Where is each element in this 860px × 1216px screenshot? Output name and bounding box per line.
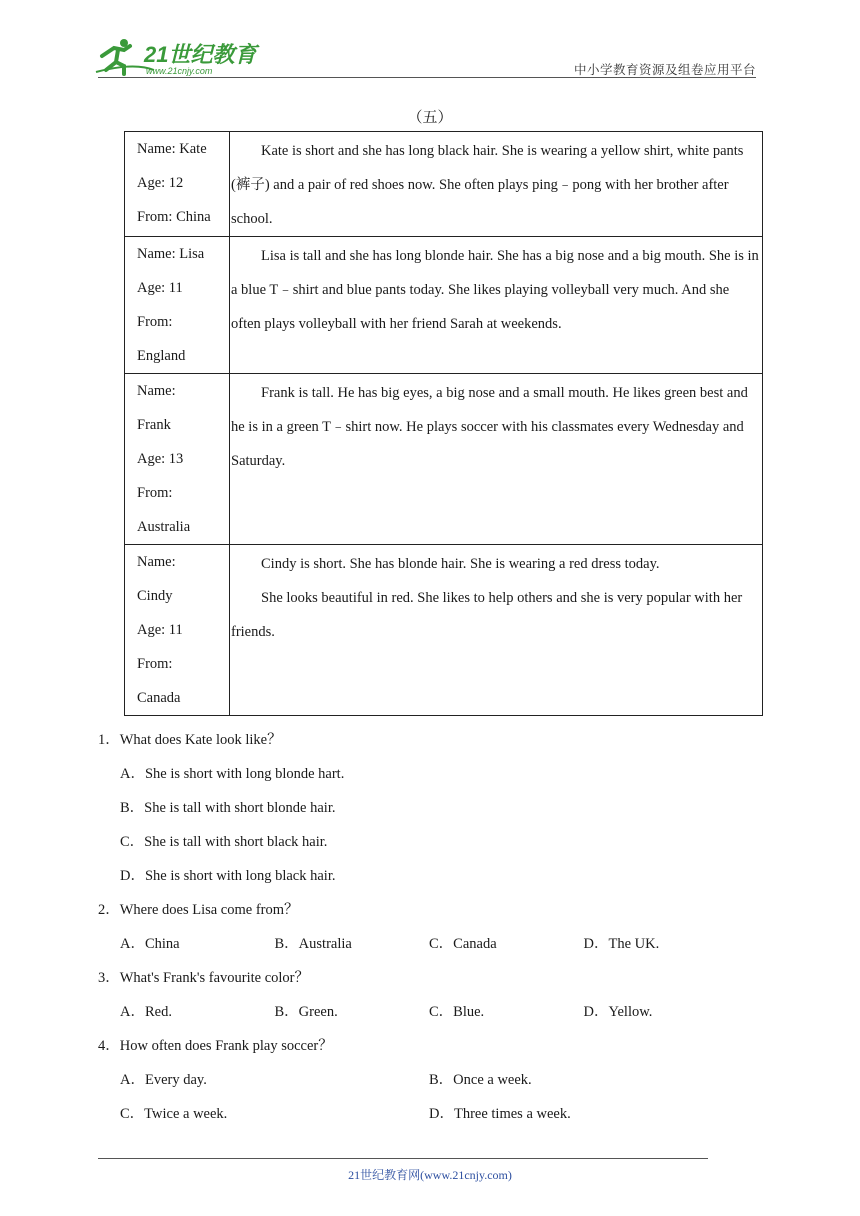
profile-description bbox=[230, 132, 763, 237]
name-value: Frank bbox=[137, 417, 171, 433]
profiles-table bbox=[124, 131, 763, 716]
site-logo bbox=[94, 34, 264, 78]
option-c[interactable]: C．She is tall with short black hair. bbox=[120, 834, 328, 850]
profile-info bbox=[125, 374, 230, 545]
option-row bbox=[98, 933, 738, 967]
option-c[interactable]: C．Blue. bbox=[429, 1004, 485, 1020]
description-text: She looks beautiful in red. She likes to help others and she is very popular with her friends. bbox=[231, 590, 743, 640]
option-b[interactable]: B．Australia bbox=[274, 936, 352, 952]
logo-text: 21世纪教育 bbox=[144, 42, 257, 67]
profile-description bbox=[230, 545, 763, 716]
profile-row-kate bbox=[125, 132, 763, 237]
profile-description bbox=[230, 374, 763, 545]
name-label: Name: bbox=[137, 383, 176, 399]
country-label: England bbox=[137, 348, 186, 364]
option-d[interactable]: D．The UK. bbox=[583, 936, 660, 952]
profile-description bbox=[230, 237, 763, 374]
option-a[interactable]: A．She is short with long blonde hart. bbox=[120, 766, 345, 782]
option-b[interactable]: B．Once a week. bbox=[429, 1072, 532, 1088]
option-a[interactable]: A．China bbox=[120, 936, 180, 952]
name-label: Name: Kate bbox=[137, 141, 207, 157]
description-text: Cindy is short. She has blonde hair. She is wearing a red dress today. bbox=[261, 556, 660, 572]
option-a[interactable]: A．Every day. bbox=[120, 1072, 207, 1088]
question-stem: 4．How often does Frank play soccer？ bbox=[98, 1038, 333, 1054]
question-stem: 1．What does Kate look like？ bbox=[98, 732, 282, 748]
profile-info bbox=[125, 545, 230, 716]
age-label: Age: 12 bbox=[137, 175, 184, 191]
name-value: Cindy bbox=[137, 588, 173, 604]
questions bbox=[98, 729, 738, 1137]
question-stem: 3．What's Frank's favourite color？ bbox=[98, 970, 309, 986]
age-label: Age: 11 bbox=[137, 622, 183, 638]
option-row bbox=[98, 1069, 738, 1103]
from-label: From: bbox=[137, 485, 173, 501]
header-divider bbox=[98, 77, 756, 78]
option-b[interactable]: B．She is tall with short blonde hair. bbox=[120, 800, 336, 816]
profile-row-cindy bbox=[125, 545, 763, 716]
option-d[interactable]: D．Three times a week. bbox=[429, 1106, 571, 1122]
footer-divider bbox=[98, 1158, 708, 1159]
option-d[interactable]: D．She is short with long black hair. bbox=[120, 868, 336, 884]
profile-info bbox=[125, 132, 230, 237]
age-label: Age: 11 bbox=[137, 280, 183, 296]
option-c[interactable]: C．Canada bbox=[429, 936, 497, 952]
country-label: Australia bbox=[137, 519, 191, 535]
country-label: Canada bbox=[137, 690, 181, 706]
from-label: From: bbox=[137, 656, 173, 672]
profile-row-lisa bbox=[125, 237, 763, 374]
name-label: Name: bbox=[137, 554, 176, 570]
age-label: Age: 13 bbox=[137, 451, 184, 467]
footer-link[interactable]: 21世纪教育网(www.21cnjy.com) bbox=[348, 1168, 512, 1182]
description-text: Kate is short and she has long black hair. She is wearing a yellow shirt, white pants (裤子) and a pair of red shoes now. She often plays ping﹣pong with her brother after school. bbox=[231, 143, 744, 227]
section-title: （五） bbox=[407, 110, 453, 126]
description-text: Lisa is tall and she has long blonde hair. She has a big nose and a big mouth. She is in a blue T﹣shirt and blue pants today. She likes playing volleyball very much. And she often plays volleyball with her friend Sarah at weekends. bbox=[231, 248, 759, 332]
from-label: From: bbox=[137, 314, 173, 330]
description-text: Frank is tall. He has big eyes, a big nose and a small mouth. He likes green best and he is in a green T﹣shirt now. He plays soccer with his classmates every Wednesday and Saturday. bbox=[231, 385, 748, 469]
option-c[interactable]: C．Twice a week. bbox=[120, 1106, 228, 1122]
question-stem: 2．Where does Lisa come from？ bbox=[98, 902, 299, 918]
option-a[interactable]: A．Red. bbox=[120, 1004, 172, 1020]
from-label: From: China bbox=[137, 209, 211, 225]
logo-url: www.21cnjy.com bbox=[146, 66, 213, 76]
option-b[interactable]: B．Green. bbox=[274, 1004, 338, 1020]
option-row bbox=[98, 1103, 738, 1137]
option-d[interactable]: D．Yellow. bbox=[583, 1004, 653, 1020]
option-row bbox=[98, 1001, 738, 1035]
profile-row-frank bbox=[125, 374, 763, 545]
platform-name: 中小学教育资源及组卷应用平台 bbox=[573, 62, 756, 77]
profile-info bbox=[125, 237, 230, 374]
name-label: Name: Lisa bbox=[137, 246, 205, 262]
